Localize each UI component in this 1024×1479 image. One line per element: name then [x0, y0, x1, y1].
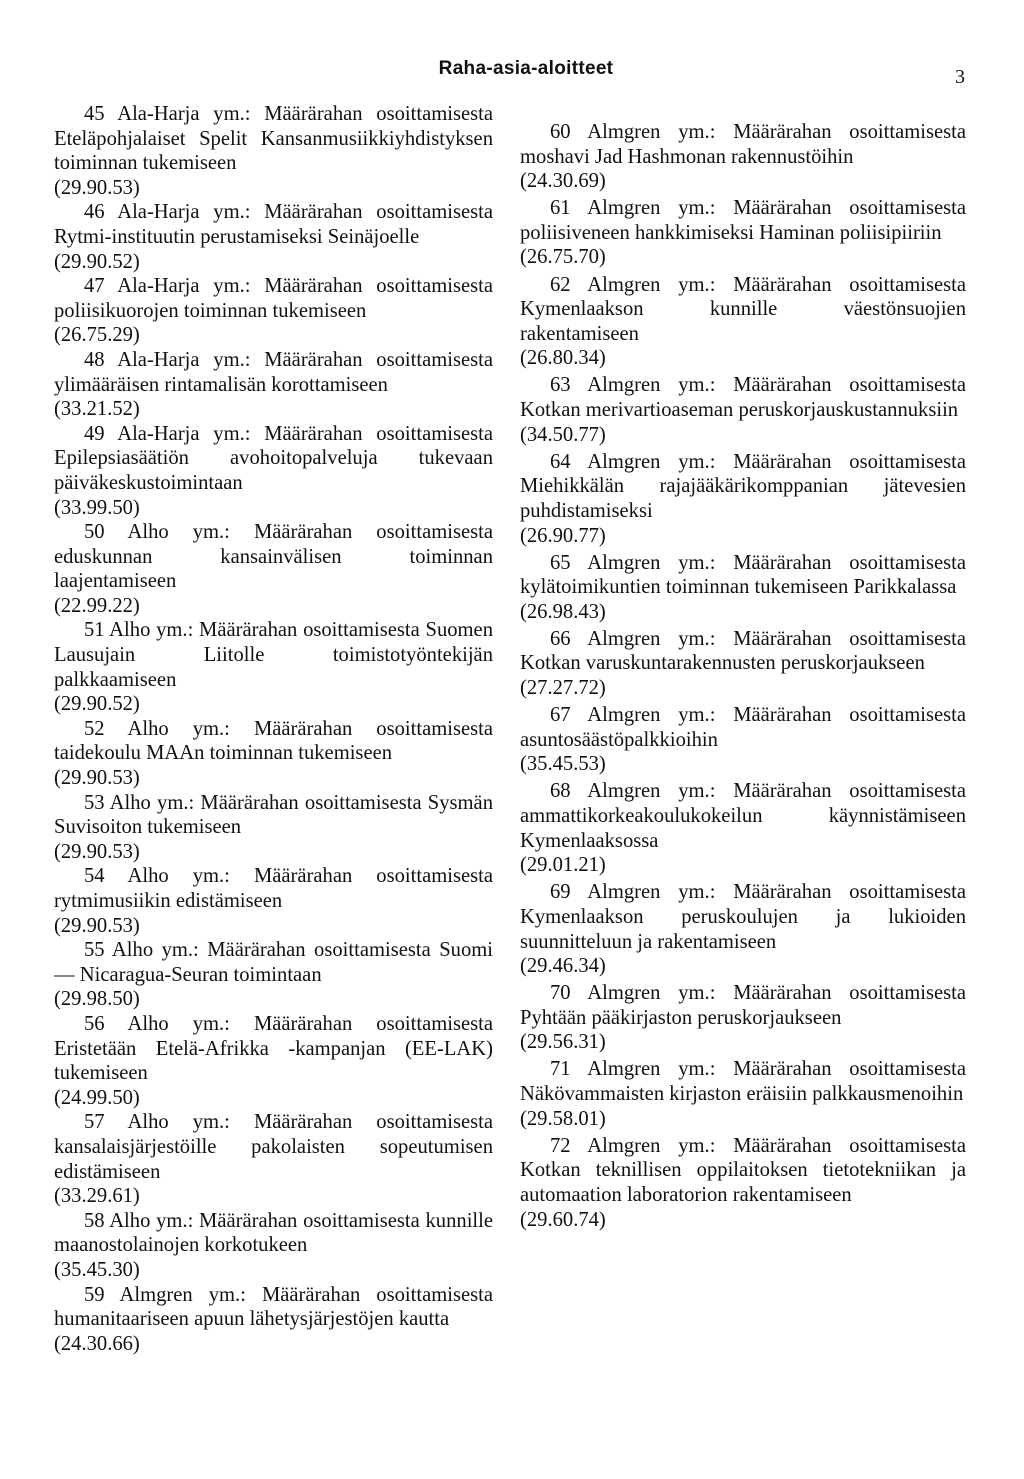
list-item	[520, 627, 966, 701]
budget-code: (24.30.66)	[54, 1332, 140, 1355]
entry-title: 63 Almgren ym.: Määrärahan osoittamisesta Kotkan merivartioaseman peruskorjauskustannuksiin	[520, 374, 966, 422]
list-item	[520, 373, 966, 447]
entry-title: 56 Alho ym.: Määrärahan osoittamisesta Eristetään Etelä-Afrikka -kampanjan (EE-LAK) tukemiseen	[54, 1012, 493, 1085]
list-item	[54, 618, 493, 716]
budget-code: (29.90.53)	[54, 176, 140, 199]
budget-code: (22.99.22)	[54, 594, 140, 617]
entry-title: 62 Almgren ym.: Määrärahan osoittamisesta Kymenlaakson kunnille väestönsuojien rakentamiseen	[520, 273, 966, 345]
entry-title: 50 Alho ym.: Määrärahan osoittamisesta eduskunnan kansainvälisen toiminnan laajentamiseen	[54, 521, 493, 593]
budget-code: (29.90.53)	[54, 914, 140, 937]
budget-code: (29.90.53)	[54, 767, 140, 790]
list-item	[54, 717, 493, 791]
budget-code: (24.30.69)	[520, 170, 606, 193]
budget-code: (26.80.34)	[520, 347, 606, 370]
entry-title: 65 Almgren ym.: Määrärahan osoittamisesta kylätoimikuntien toiminnan tukemiseen Parikkalassa	[520, 551, 966, 599]
list-item	[520, 779, 966, 877]
right-column	[520, 120, 966, 1235]
entry-title: 55 Alho ym.: Määrärahan osoittamisesta Suomi — Nicaragua-Seuran toimintaan	[54, 939, 493, 986]
entry-title: 60 Almgren ym.: Määrärahan osoittamisesta moshavi Jad Hashmonan rakennustöihin	[520, 121, 966, 168]
budget-code: (26.75.70)	[520, 246, 606, 269]
budget-code: (29.90.52)	[54, 250, 140, 273]
budget-code: (26.75.29)	[54, 324, 140, 347]
list-item	[54, 1283, 493, 1357]
list-item	[520, 1134, 966, 1232]
budget-code: (33.21.52)	[54, 398, 140, 421]
entry-title: 64 Almgren ym.: Määrärahan osoittamisesta Miehikkälän rajajääkärikomppanian jätevesien puhdistamiseksi	[520, 450, 966, 522]
entry-title: 67 Almgren ym.: Määrärahan osoittamisesta asuntosäästöpalkkioihin	[520, 704, 966, 751]
list-item	[54, 348, 493, 422]
entry-title: 52 Alho ym.: Määrärahan osoittamisesta taidekoulu MAAn toiminnan tukemiseen	[54, 717, 493, 765]
running-title: Raha-asia-aloitteet	[438, 58, 614, 79]
list-item	[520, 551, 966, 625]
entry-title: 68 Almgren ym.: Määrärahan osoittamisesta ammattikorkeakoulukokeilun käynnistämiseen Kymenlaaksossa	[520, 780, 966, 852]
list-item	[520, 703, 966, 777]
list-item	[520, 273, 966, 371]
budget-code: (29.01.21)	[520, 854, 606, 877]
entry-title: 46 Ala-Harja ym.: Määrärahan osoittamisesta Rytmi-instituutin perustamiseksi Seinäjoelle	[54, 201, 493, 248]
list-item	[54, 1012, 493, 1110]
budget-code: (24.99.50)	[54, 1086, 140, 1109]
list-item	[520, 981, 966, 1055]
budget-code: (29.46.34)	[520, 955, 606, 978]
budget-code: (29.90.52)	[54, 693, 140, 716]
entry-title: 59 Almgren ym.: Määrärahan osoittamisesta humanitaariseen apuun lähetysjärjestöjen kautta	[54, 1283, 493, 1331]
entry-title: 45 Ala-Harja ym.: Määrärahan osoittamisesta Eteläpohjalaiset Spelit Kansanmusiikkiyhdistyksen toiminnan tukemiseen	[54, 103, 493, 175]
entry-title: 49 Ala-Harja ym.: Määrärahan osoittamisesta Epilepsiasäätiön avohoitopalveluja tukevaan päiväkeskustoimintaan	[54, 422, 493, 494]
budget-code: (33.99.50)	[54, 496, 140, 519]
list-item	[520, 880, 966, 978]
list-item	[54, 520, 493, 618]
budget-code: (29.56.31)	[520, 1031, 606, 1054]
list-item	[520, 120, 966, 194]
list-item	[520, 450, 966, 548]
list-item	[54, 1110, 493, 1208]
page-number: 3	[955, 66, 965, 88]
list-item	[54, 422, 493, 520]
entry-title: 70 Almgren ym.: Määrärahan osoittamisesta Pyhtään pääkirjaston peruskorjaukseen	[520, 982, 966, 1029]
budget-code: (33.29.61)	[54, 1185, 140, 1208]
entry-title: 51 Alho ym.: Määrärahan osoittamisesta Suomen Lausujain Liitolle toimistotyöntekijän palkkaamiseen	[54, 619, 493, 691]
entry-title: 61 Almgren ym.: Määrärahan osoittamisesta poliisiveneen hankkimiseksi Haminan poliisipiiriin	[520, 197, 966, 244]
budget-code: (35.45.53)	[520, 753, 606, 776]
list-item	[54, 200, 493, 274]
list-item	[54, 864, 493, 938]
budget-code: (29.90.53)	[54, 840, 140, 863]
left-column	[54, 102, 493, 1356]
list-item	[54, 274, 493, 348]
list-item	[520, 196, 966, 270]
entry-title: 54 Alho ym.: Määrärahan osoittamisesta rytmimusiikin edistämiseen	[54, 865, 493, 912]
budget-code: (27.27.72)	[520, 677, 606, 700]
entry-title: 72 Almgren ym.: Määrärahan osoittamisesta Kotkan teknillisen oppilaitoksen tietotekniikan ja automaation laboratorion rakentamiseen	[520, 1134, 966, 1206]
list-item	[54, 1209, 493, 1283]
budget-code: (35.45.30)	[54, 1258, 140, 1281]
budget-code: (34.50.77)	[520, 423, 606, 446]
entry-title: 71 Almgren ym.: Määrärahan osoittamisesta Näkövammaisten kirjaston eräisiin palkkausmenoihin	[520, 1058, 966, 1106]
budget-code: (29.58.01)	[520, 1107, 606, 1130]
entry-title: 58 Alho ym.: Määrärahan osoittamisesta kunnille maanostolainojen korkotukeen	[54, 1209, 493, 1257]
budget-code: (26.98.43)	[520, 600, 606, 623]
list-item	[54, 102, 493, 200]
entry-title: 57 Alho ym.: Määrärahan osoittamisesta kansalaisjärjestöille pakolaisten sopeutumisen edistämiseen	[54, 1111, 493, 1183]
entry-title: 48 Ala-Harja ym.: Määrärahan osoittamisesta ylimääräisen rintamalisän korottamiseen	[54, 348, 493, 396]
list-item	[520, 1057, 966, 1131]
entry-title: 66 Almgren ym.: Määrärahan osoittamisesta Kotkan varuskuntarakennusten peruskorjaukseen	[520, 627, 966, 675]
entry-title: 53 Alho ym.: Määrärahan osoittamisesta Sysmän Suvisoiton tukemiseen	[54, 791, 493, 839]
budget-code: (26.90.77)	[520, 524, 606, 547]
budget-code: (29.98.50)	[54, 988, 140, 1011]
entry-title: 69 Almgren ym.: Määrärahan osoittamisesta Kymenlaakson peruskoulujen ja lukioiden suunnitteluun ja rakentamiseen	[520, 881, 966, 953]
list-item	[54, 938, 493, 1012]
list-item	[54, 791, 493, 865]
entry-title: 47 Ala-Harja ym.: Määrärahan osoittamisesta poliisikuorojen toiminnan tukemiseen	[54, 275, 493, 322]
budget-code: (29.60.74)	[520, 1208, 606, 1231]
